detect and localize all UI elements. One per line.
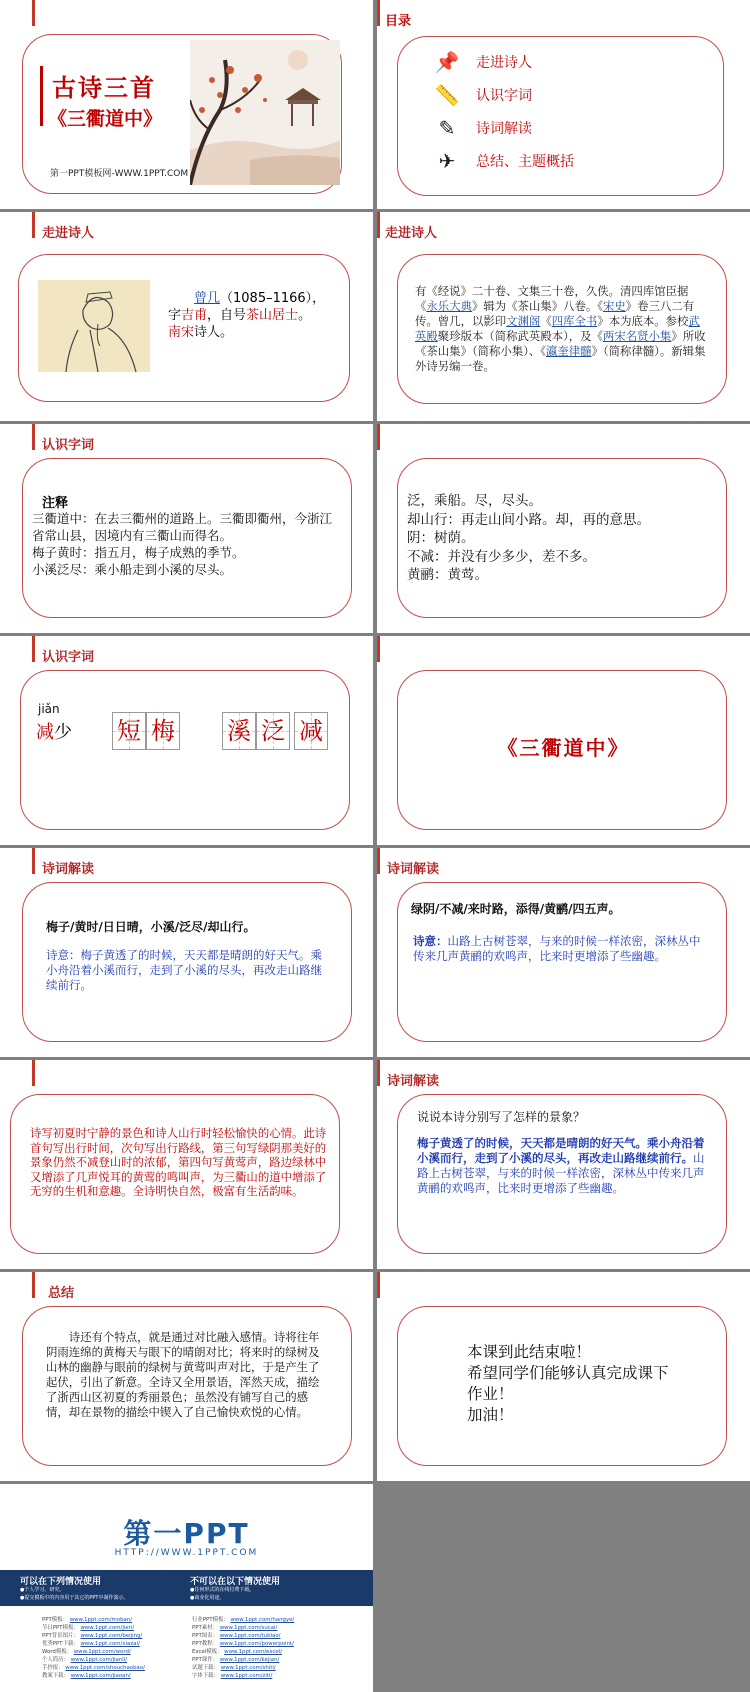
link-url[interactable]: www.1ppt.com/kejian/ [219, 1657, 280, 1663]
menu-item-poet[interactable] [432, 45, 574, 78]
can-use-line: ●提交模板中的内容用于其它的PPT中制作演示。 [20, 1595, 129, 1601]
link-label: PPT背景图片： [42, 1633, 79, 1639]
cannot-use-line: ●商业化用途。 [190, 1595, 225, 1601]
ad-link-row[interactable] [42, 1672, 145, 1680]
menu-item-summary[interactable] [432, 144, 574, 177]
ad-link-row[interactable] [192, 1640, 294, 1648]
link-url[interactable]: www.1ppt.com/shiti/ [220, 1665, 276, 1671]
footer-text: 第一PPT模板网-WWW.1PPT.COM [50, 169, 189, 179]
slide-header: 诗词解读 [387, 862, 440, 877]
dynasty: 南宋 [168, 325, 195, 340]
text-segment: 》所收《茶山集》（简称小集）、《 [415, 329, 706, 358]
question-text: 说说本诗分别写了怎样的景象？ [417, 1110, 586, 1124]
char-cell[interactable] [256, 712, 290, 750]
courtesy-name: 吉甫 [181, 308, 208, 323]
verse-line: 绿阴/不减/来时路，添得/黄鹂/四五声。 [411, 902, 621, 916]
char-group-2 [222, 712, 328, 750]
link-url[interactable]: www.1ppt.com/sucai/ [219, 1625, 278, 1631]
slide-ad[interactable] [0, 1484, 373, 1692]
ad-links-right [192, 1616, 294, 1680]
verse-line: 梅子/黄时/日日晴，小溪/泛尽/却山行。 [46, 920, 256, 934]
text-segment: 《 [540, 314, 552, 328]
char: 泛 [261, 717, 285, 745]
link-label: 试题下载： [192, 1665, 219, 1671]
slide-header: 诗词解读 [387, 1074, 440, 1089]
accent-mark [32, 1060, 35, 1086]
slide-header: 总结 [48, 1286, 75, 1301]
accent-mark [32, 636, 35, 662]
link-label: PPT图表： [192, 1633, 218, 1639]
link-label: 节日PPT模板： [42, 1625, 79, 1631]
contents-list [432, 45, 574, 177]
link-label: Word模板： [42, 1649, 73, 1655]
link-url[interactable]: www.1ppt.com/tubiao/ [219, 1633, 281, 1639]
cannot-use-title: 不可以在以下情况使用 [190, 1577, 281, 1587]
word-rest: 少 [54, 722, 72, 743]
link-label: 字体下载： [192, 1673, 219, 1679]
word-example [36, 718, 72, 744]
char-cell[interactable] [294, 712, 328, 750]
slide-header: 走进诗人 [42, 226, 95, 241]
link-url[interactable]: www.1ppt.com/jianli/ [70, 1657, 128, 1663]
link-url[interactable]: www.1ppt.com/moban/ [69, 1617, 133, 1623]
slide-question[interactable] [377, 1060, 750, 1269]
link-label: PPT模板： [42, 1617, 68, 1623]
def-line: 不减：并没有少多少，差不多。 [407, 548, 596, 565]
verse-meaning: 诗意：梅子黄透了的时候，天天都是晴朗的好天气。乘小舟沿着小溪而行，走到了小溪的尽头，再改走山路继续前行。 [46, 948, 322, 992]
char: 短 [117, 717, 141, 745]
landscape-painting [190, 40, 340, 185]
defs-body [407, 492, 650, 585]
ad-link-row[interactable] [192, 1664, 294, 1672]
ad-link-row[interactable] [42, 1664, 145, 1672]
link-label: Excel模板： [192, 1649, 223, 1655]
text-segment: 有《经说》二十卷、文集三十卷，久佚。清四库馆臣据《 [415, 284, 689, 313]
cannot-use-line: ●任何形式的在线付费下载。 [190, 1587, 255, 1593]
link-label: 优秀PPT下载： [42, 1641, 79, 1647]
link-yongle[interactable]: 永乐大典 [426, 299, 472, 313]
slide-ending[interactable] [377, 1272, 750, 1481]
poet-years: （1085–1166）， [220, 291, 326, 306]
char: 减 [299, 717, 323, 745]
ad-link-row[interactable] [42, 1648, 145, 1656]
ad-url[interactable]: HTTP://WWW.1PPT.COM [114, 1548, 259, 1558]
text-period: 。 [298, 308, 312, 323]
ad-link-row[interactable] [192, 1672, 294, 1680]
menu-item-words[interactable] [432, 78, 574, 111]
text-poet: 诗人。 [194, 325, 234, 340]
ending-line: 希望同学们能够认真完成课下作业！ [467, 1364, 669, 1403]
slide-header: 认识字词 [42, 650, 95, 665]
menu-item-label: 认识字词 [476, 87, 532, 104]
link-label: PPT素材： [192, 1625, 218, 1631]
link-wenyuange[interactable]: 文渊阁 [506, 314, 541, 328]
ending-text [467, 1342, 682, 1426]
accent-mark [32, 0, 35, 26]
link-label: 手抄报： [42, 1665, 64, 1671]
ad-link-row[interactable] [42, 1616, 145, 1624]
slide-subtitle-text: 《三衢道中》 [48, 108, 163, 130]
link-liangsong[interactable]: 两宋名贤小集 [602, 329, 672, 343]
ad-links-left [42, 1616, 145, 1680]
slide-reading-2[interactable] [377, 848, 750, 1057]
char-group-1 [112, 712, 180, 750]
slide-vocab-defs[interactable] [377, 424, 750, 633]
content-frame [20, 670, 350, 830]
menu-item-label: 诗词解读 [476, 120, 532, 137]
link-url[interactable]: www.1ppt.com/excel/ [224, 1649, 282, 1655]
char-cell[interactable] [112, 712, 146, 750]
meaning-text: 山路上古树苍翠，与来的时候一样浓密，深林丛中传来几声黄鹂的欢鸣声，比来时更增添了些幽趣。 [413, 934, 701, 963]
text-segment: 》本为底本。参校 [597, 314, 689, 328]
text-zi: 字 [168, 308, 182, 323]
can-use-line: ●个人学习、研究。 [20, 1587, 65, 1593]
link-url[interactable]: www.1ppt.com/hangye/ [230, 1617, 295, 1623]
accent-mark [32, 1272, 35, 1298]
ad-usage-band [0, 1570, 373, 1606]
note-line: 梅子黄时：指五月，梅子成熟的季节。 [32, 545, 245, 560]
link-url[interactable]: www.1ppt.com/jieri/ [80, 1625, 135, 1631]
ad-link-row[interactable] [42, 1640, 145, 1648]
ending-line: 加油！ [467, 1406, 514, 1424]
meaning-label: 诗意： [413, 934, 448, 948]
summary-text: 诗还有个特点，就是通过对比融入感情。诗将往年阴雨连绵的黄梅天与眼下的晴朗对比；将来时的绿树及山林的幽静与眼前的绿树与黄莺叫声对比，于是产生了起伏，引出了新意。全诗又全用景语，浑然天成，描绘了浙西山区初夏的秀丽景色；虽然没有铺写自己的感情，却在景物的描绘中锲入了自己愉快欢悦的心情。 [46, 1330, 320, 1419]
text-segment: 》辑为《茶山集》八卷。《 [471, 299, 603, 313]
target-char: 减 [36, 722, 54, 743]
link-label: PPT教程： [192, 1641, 218, 1647]
accent-mark [377, 848, 380, 874]
slide-poem-title[interactable] [377, 636, 750, 845]
slide-reading-1[interactable] [0, 848, 373, 1057]
char: 溪 [227, 717, 251, 745]
slide-contents[interactable] [377, 0, 750, 209]
accent-mark [32, 212, 35, 238]
link-label: PPT课件： [192, 1657, 218, 1663]
accent-mark [377, 0, 380, 26]
note-line: 小溪泛尽：乘小船走到小溪的尽头。 [32, 562, 233, 577]
ad-link-row[interactable] [192, 1632, 294, 1640]
pencil-icon: ✎ [438, 115, 456, 140]
can-use-title: 可以在下列情况使用 [20, 1577, 102, 1587]
link-label: 个人简历： [42, 1657, 69, 1663]
slide-vocab-notes[interactable] [0, 424, 373, 633]
ad-link-row[interactable] [192, 1648, 294, 1656]
notes-body [32, 510, 332, 578]
verse-meaning [413, 934, 711, 964]
link-url[interactable]: www.1ppt.com/shouchaobao/ [65, 1665, 145, 1671]
link-url[interactable]: www.1ppt.com/beijing/ [80, 1633, 143, 1639]
menu-item-reading[interactable] [432, 111, 574, 144]
paper-plane-icon: ✈ [438, 148, 456, 173]
title-bar [40, 66, 43, 126]
slide-poet-intro[interactable] [0, 212, 373, 421]
ad-link-row[interactable] [192, 1624, 294, 1632]
char-cell[interactable] [146, 712, 180, 750]
accent-mark [377, 212, 380, 238]
ad-link-row[interactable] [42, 1656, 145, 1664]
link-siku[interactable]: 四库全书 [551, 314, 598, 328]
char: 梅 [151, 717, 175, 745]
poet-info [168, 290, 338, 341]
slide-header: 认识字词 [42, 438, 95, 453]
ending-line: 本课到此结束啦！ [467, 1343, 592, 1361]
link-url[interactable]: www.1ppt.com/powerpoint/ [219, 1641, 294, 1647]
def-line: 却山行：再走山间小路。却，再的意思。 [407, 511, 650, 528]
link-label: 教案下载： [42, 1673, 69, 1679]
ad-logo: 第一PPT [123, 1517, 250, 1550]
def-line: 黄鹂：黄莺。 [407, 567, 488, 583]
ad-link-row[interactable] [192, 1616, 294, 1624]
link-url[interactable]: www.1ppt.com/ziti/ [220, 1673, 273, 1679]
def-line: 泛，乘船。尽，尽头。 [407, 493, 542, 509]
answer-bold: 梅子黄透了的时候，天天都是晴朗的好天气。乘小舟沿着小溪而行，走到了小溪的尽头，再改走山路继续前行。 [417, 1136, 705, 1165]
link-yingkui[interactable]: 瀛奎律髓 [545, 344, 592, 358]
answer-rest: 山路上古树苍翠，与来的时候一样浓密，深林丛中传来几声黄鹂的欢鸣声，比来时更增添了些幽趣。 [417, 1151, 705, 1195]
accent-mark [377, 1272, 380, 1298]
menu-item-label: 走进诗人 [476, 54, 532, 71]
pin-icon: 📌 [434, 49, 460, 74]
slide-header: 目录 [385, 14, 412, 29]
slide-analysis[interactable] [0, 1060, 373, 1269]
poet-portrait [38, 280, 150, 372]
note-line: 三衢道中：在去三衢州的道路上。三衢即衢州，今浙江省常山县，因境内有三衢山而得名。 [32, 511, 333, 543]
link-url[interactable]: www.1ppt.com/xiazai/ [80, 1641, 140, 1647]
link-wuyingdian[interactable]: 武英殿 [415, 314, 700, 343]
accent-mark [32, 424, 35, 450]
accent-mark [32, 848, 35, 874]
text-segment: 》（简称律髓）。新辑集外诗另编一卷。 [415, 344, 706, 373]
ruler-icon: 📏 [434, 82, 460, 107]
accent-mark [377, 1060, 380, 1086]
art-name: 茶山居士 [246, 308, 299, 323]
slide-header: 诗词解读 [42, 862, 95, 877]
analysis-text: 诗写初夏时宁静的景色和诗人山行时轻松愉快的心情。此诗首句写出行时间，次句写出行路线，第三句写绿阴那美好的景象仍然不减登山时的浓郁，第四句写黄莺声，路边绿林中又增添了几声悦耳的黄莺的鸣叫声，为三衢山的道中增添了无穷的生机和意趣。全诗明快自然，极富有生活韵味。 [30, 1126, 327, 1198]
slide-title-text: 古诗三首 [52, 73, 156, 102]
accent-mark [377, 424, 380, 450]
slide-characters[interactable] [0, 636, 373, 845]
menu-item-label: 总结、主题概括 [476, 153, 574, 170]
poem-title-text: 《三衢道中》 [497, 736, 630, 760]
link-url[interactable]: www.1ppt.com/jiaoan/ [70, 1673, 131, 1679]
link-label: 行业PPT模板： [192, 1617, 229, 1623]
ad-link-row[interactable] [42, 1632, 145, 1640]
ad-link-row[interactable] [42, 1624, 145, 1632]
slide-title[interactable] [0, 0, 373, 209]
notes-heading: 注释 [42, 496, 69, 511]
poet-name-link[interactable]: 曾几 [194, 291, 221, 306]
text-segment: 》卷三八二有传。曾几，以影印 [415, 299, 695, 328]
ad-link-row[interactable] [192, 1656, 294, 1664]
link-songshi[interactable]: 宋史 [602, 299, 626, 313]
text-hao: ，自号 [207, 308, 247, 323]
pinyin: jiǎn [38, 702, 60, 716]
slide-summary[interactable] [0, 1272, 373, 1481]
slide-header: 走进诗人 [385, 226, 438, 241]
answer-text [417, 1136, 713, 1196]
link-url[interactable]: www.1ppt.com/word/ [73, 1649, 131, 1655]
text-segment: 聚珍版本（简称武英殿本），及《 [437, 329, 603, 343]
slide-poet-works[interactable] [377, 212, 750, 421]
works-text [415, 284, 708, 374]
def-line: 阴：树荫。 [407, 530, 475, 546]
char-cell[interactable] [222, 712, 256, 750]
accent-mark [377, 636, 380, 662]
